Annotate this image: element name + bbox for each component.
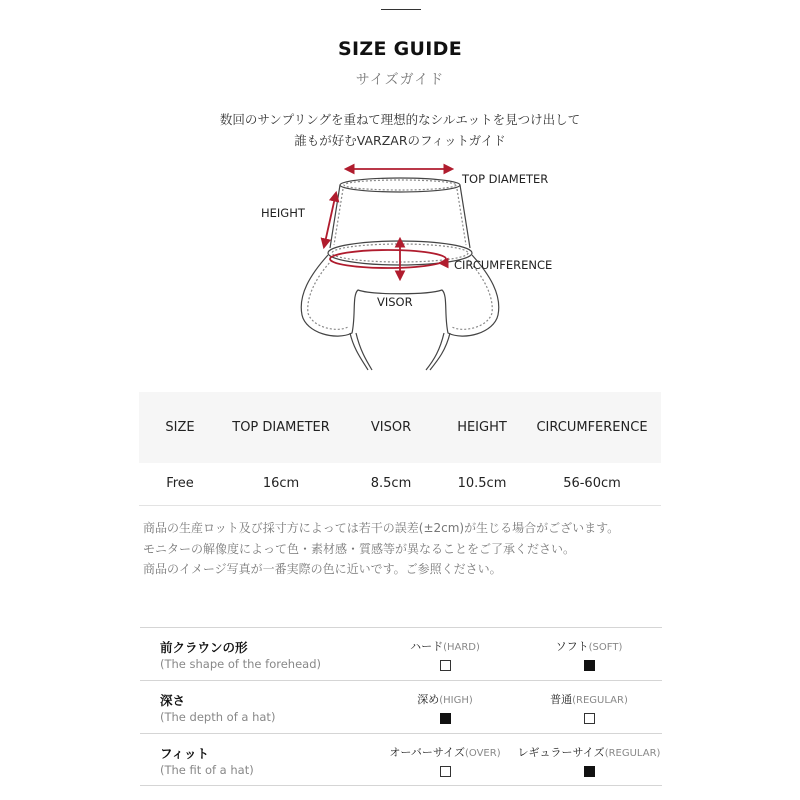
intro-line-2: 誰もが好むVARZARのフィットガイド <box>294 133 506 148</box>
checkbox-regular-depth[interactable] <box>584 713 595 724</box>
note-line: 商品のイメージ写真が一番実際の色に近いです。ご参照ください。 <box>143 562 502 576</box>
option-label: オーバーサイズ <box>389 746 465 759</box>
label-top-diameter: TOP DIAMETER <box>462 172 549 186</box>
option-label: レギュラーサイズ <box>517 746 605 759</box>
size-notes <box>143 518 703 580</box>
cell-circumference: 56-60cm <box>523 463 661 505</box>
option-label-en: (REGULAR) <box>604 748 661 759</box>
hat-diagram <box>240 155 580 385</box>
intro-line-1: 数回のサンプリングを重ねて理想的なシルエットを見つけ出して <box>219 112 581 127</box>
note-line: モニターの解像度によって色・素材感・質感等が異なることをご了承ください。 <box>143 541 576 556</box>
fit-label: フィット <box>160 746 210 761</box>
fit-sublabel: (The depth of a hat) <box>160 710 276 724</box>
option-label-en: (SOFT) <box>588 642 623 653</box>
option-label-en: (HARD) <box>443 642 480 653</box>
option-label-en: (OVER) <box>464 748 501 759</box>
cell-top-diameter: 16cm <box>221 463 341 505</box>
fit-row-fit <box>140 733 662 786</box>
table-row <box>139 463 661 505</box>
label-visor: VISOR <box>377 295 413 309</box>
header-circumference: CIRCUMFERENCE <box>523 392 661 463</box>
cell-visor: 8.5cm <box>341 463 441 505</box>
option-label: 普通 <box>550 693 573 706</box>
header-visor: VISOR <box>341 392 441 463</box>
intro-text <box>0 109 800 151</box>
top-divider <box>381 9 421 10</box>
checkbox-high[interactable] <box>440 713 451 724</box>
option-label: ハード <box>410 640 444 653</box>
label-circumference: CIRCUMFERENCE <box>454 258 553 272</box>
cell-size: Free <box>139 463 221 505</box>
fit-label: 深さ <box>160 693 186 708</box>
note-line: 商品の生産ロット及び採寸方によっては若干の誤差(±2cm)が生じる場合がございます。 <box>143 521 620 535</box>
checkbox-hard[interactable] <box>440 660 451 671</box>
checkbox-regular-fit[interactable] <box>584 766 595 777</box>
page-title: SIZE GUIDE <box>338 38 462 60</box>
cell-height: 10.5cm <box>441 463 523 505</box>
option-regular-depth <box>504 691 674 724</box>
fit-row-forehead-shape <box>140 627 662 680</box>
fit-sublabel: (The fit of a hat) <box>160 763 254 777</box>
checkbox-over[interactable] <box>440 766 451 777</box>
option-label-en: (HIGH) <box>439 695 473 706</box>
option-label: ソフト <box>555 640 589 653</box>
header-size: SIZE <box>139 392 221 463</box>
header-top-diameter: TOP DIAMETER <box>221 392 341 463</box>
fit-label: 前クラウンの形 <box>160 640 248 655</box>
label-height: HEIGHT <box>261 206 305 220</box>
fit-row-depth <box>140 680 662 733</box>
page-subtitle: サイズガイド <box>355 72 445 88</box>
size-table <box>139 392 661 506</box>
option-regular-fit <box>504 744 674 777</box>
option-label: 深め <box>417 693 440 706</box>
option-label-en: (REGULAR) <box>572 695 628 706</box>
checkbox-soft[interactable] <box>584 660 595 671</box>
size-table-header-row <box>139 392 661 463</box>
fit-sublabel: (The shape of the forehead) <box>160 657 321 671</box>
option-soft <box>504 638 674 671</box>
fit-guide <box>140 627 662 786</box>
header-height: HEIGHT <box>441 392 523 463</box>
